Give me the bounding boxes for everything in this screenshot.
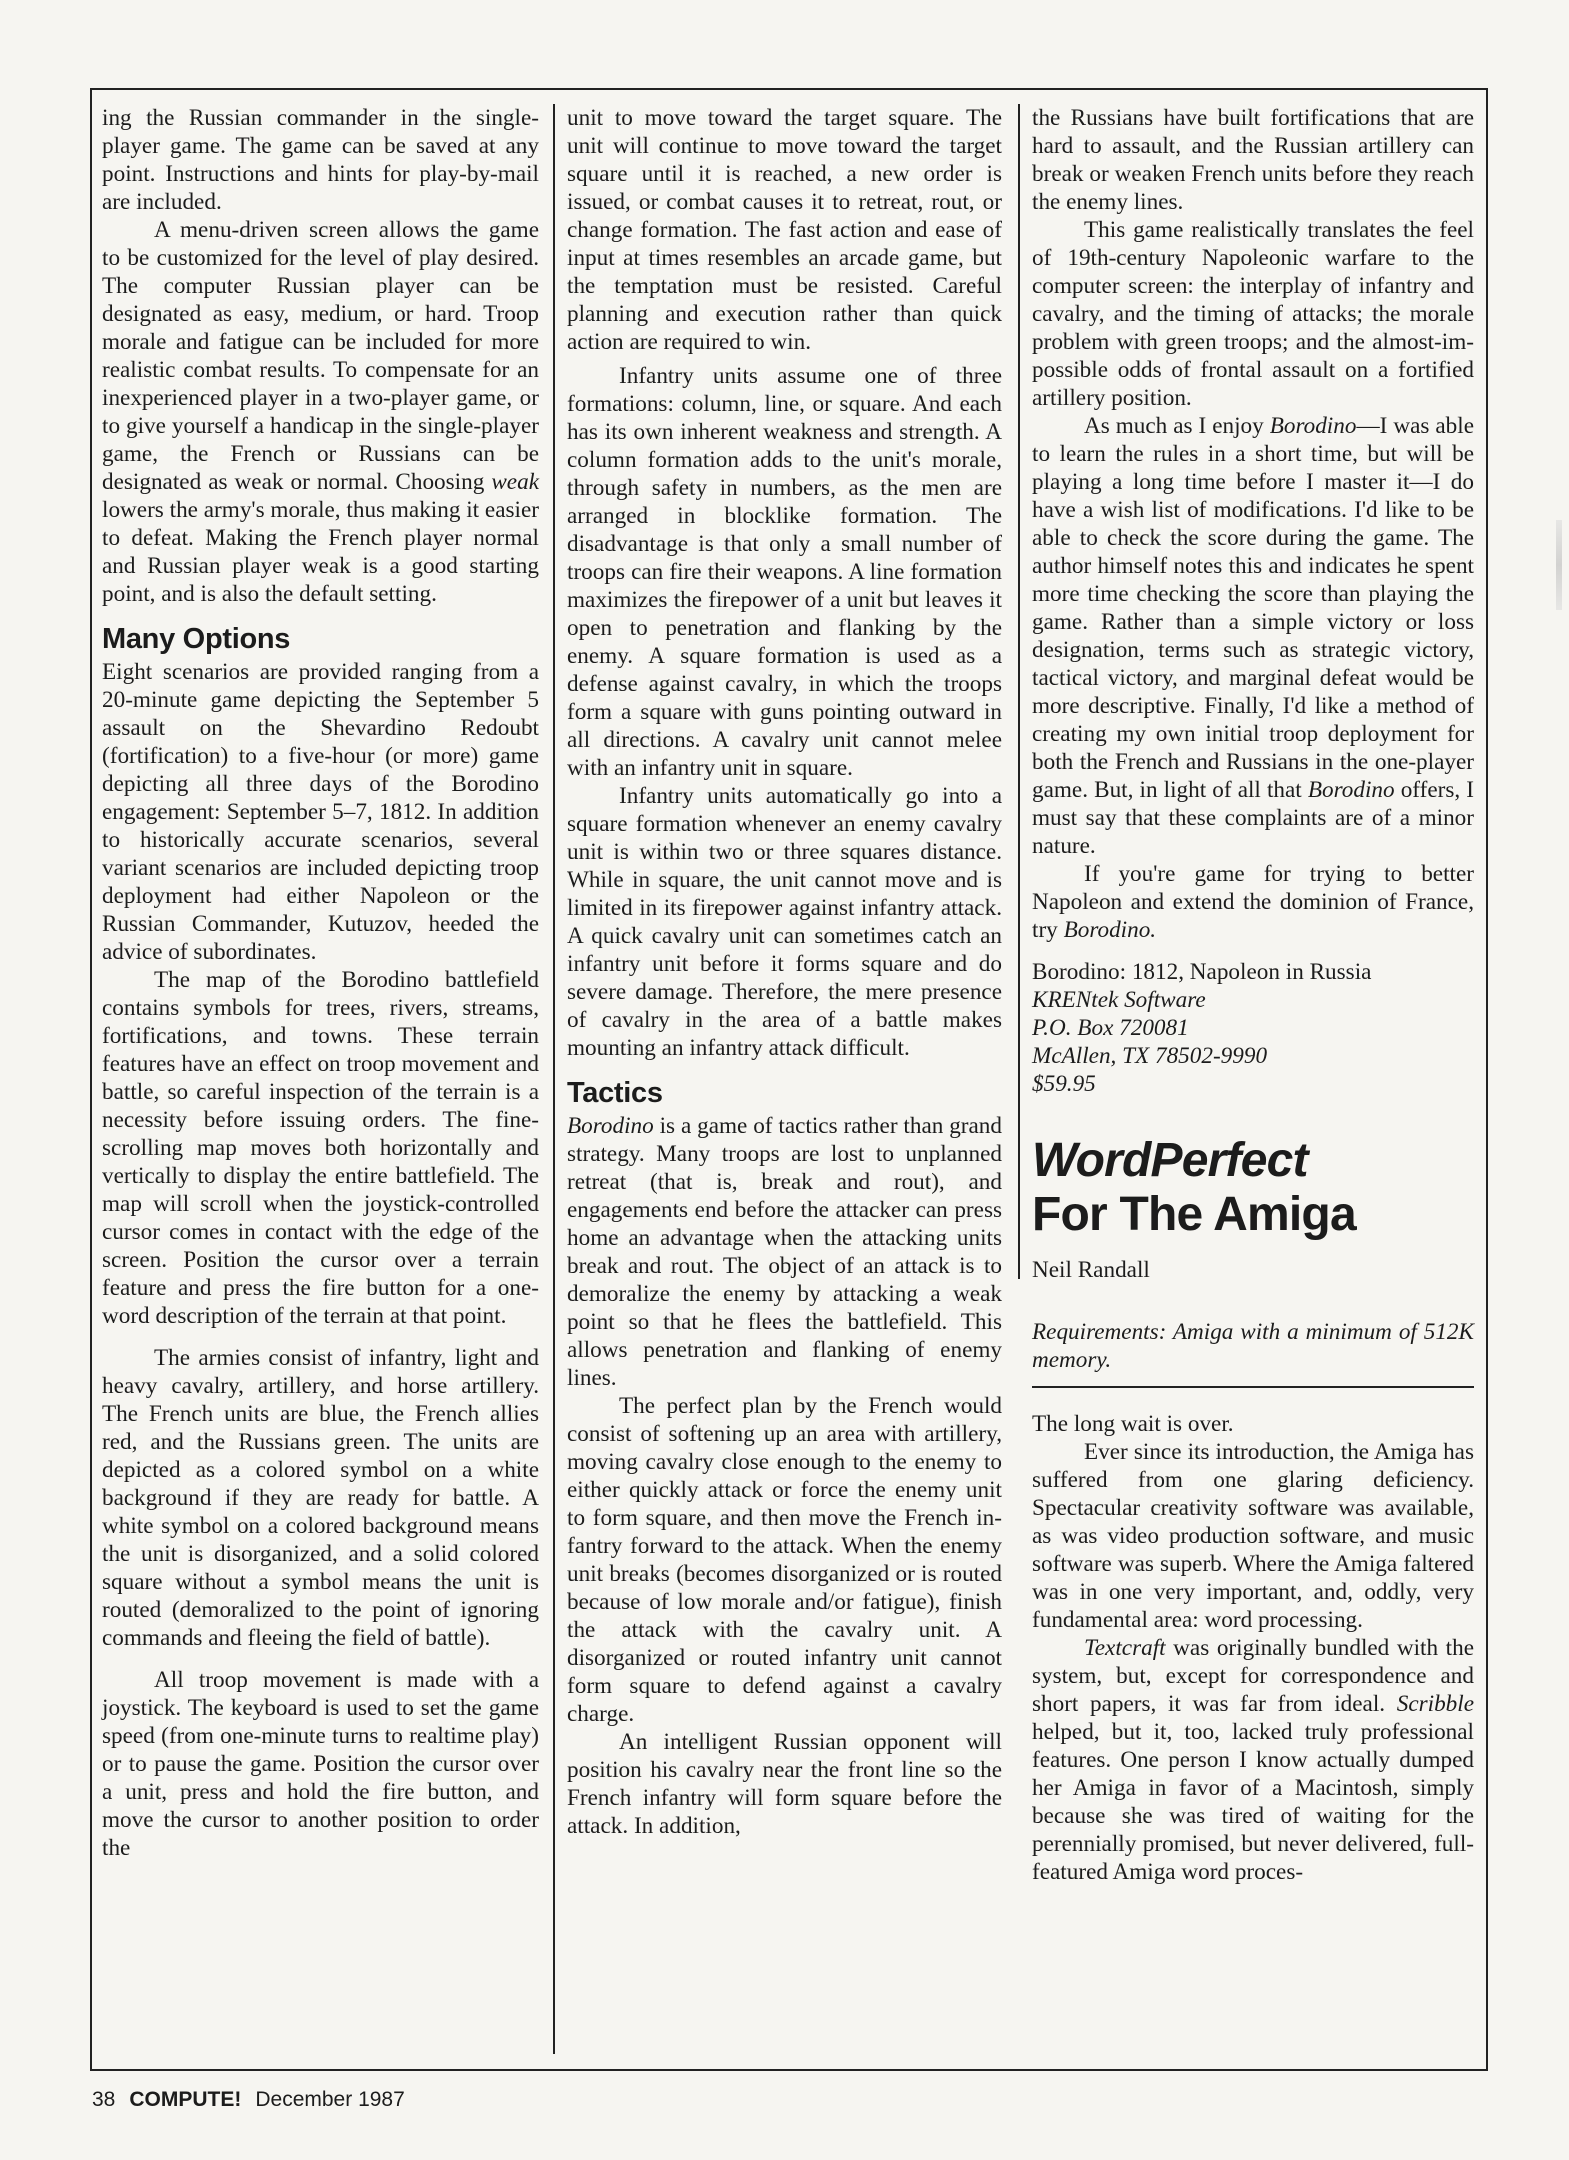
emphasis: Borodino bbox=[1269, 413, 1357, 439]
page-footer bbox=[92, 2088, 405, 2112]
column-rule-left bbox=[553, 104, 555, 2054]
column-rule-right bbox=[1018, 104, 1020, 1279]
emphasis: Textcraft bbox=[1084, 1635, 1166, 1661]
paragraph: This game realistically translates the feel of 19th-century Napoleonic warfare to the computer screen: the interplay of infantry and cavalry, and the timing of attacks; the morale problem with green troops; and the almost-impossible odds of frontal assault on a fortified artillery position. bbox=[1032, 217, 1474, 411]
emphasis: weak bbox=[491, 469, 539, 495]
text-span: is a game of tactics rather than grand strategy. Many troops are lost to unplanned retreat (that is, break and rout), and engagements end before the attacker can press home an advantage when the attacking units break and rout. The object of an attack is to demoralize the enemy by attacking a weak point so that he flees the battlefield. This allows penetration and flanking of enemy lines. bbox=[567, 1113, 1002, 1391]
paragraph: Eight scenarios are provided ranging from a 20-minute game depicting the September 5 assault on the Shevardino Redoubt (fortification) to a five-hour (or more) game depicting all three days of the Borodino engagement: September 5–7, 1812. In addition to historically accurate scenarios, several variant scenarios are included depicting troop deployment had either Napoleon or the Russian Commander, Kutuzov, heeded the advice of subordinates. bbox=[102, 659, 539, 965]
text-span: lowers the army's morale, thus making it easier to defeat. Making the French player normal and Russian player weak is a good starting point, and is also the default setting. bbox=[102, 497, 539, 607]
paragraph bbox=[1032, 412, 1474, 860]
paragraph: An intelligent Russian opponent will position his cavalry near the front line so the French infantry will form square before the attack. In addition, bbox=[567, 1729, 1002, 1839]
product-title: Borodino: 1812, Napoleon in Russia bbox=[1032, 959, 1372, 985]
paragraph: The perfect plan by the French would consist of softening up an area with artillery, moving cavalry close enough to the enemy to either quickly attack or force the enemy unit to form square, and then move the French infantry forward to the attack. When the enemy unit breaks (becomes disorganized or is routed because of low morale and/or fatigue), finish the attack with the cavalry unit. A disorganized or routed infantry unit cannot form square to defend against a cavalry charge. bbox=[567, 1393, 1002, 1727]
text-span: A menu-driven screen allows the game to be customized for the level of play desired. The computer Russian player can be designated as easy, medium, or hard. Troop morale and fatigue can be included for more realistic combat results. To compensate for an inexperienced player in a two-player game, or to give yourself a handicap in the single-player game, the French or Russians can be designated as weak or normal. Choosing bbox=[102, 217, 539, 495]
edge-mark bbox=[1556, 520, 1562, 610]
requirements-rule bbox=[1032, 1386, 1474, 1388]
product-price: $59.95 bbox=[1032, 1071, 1096, 1097]
product-address-line1: P.O. Box 720081 bbox=[1032, 1015, 1189, 1041]
page-number: 38 bbox=[92, 2088, 116, 2111]
emphasis: Borodino bbox=[1307, 777, 1395, 803]
paragraph: All troop movement is made with a joystick. The keyboard is used to set the game speed (from one-minute turns to realtime play) or to pause the game. Position the cursor over a unit, press and hold the fire button, and move the cursor to another position to order the bbox=[102, 1667, 539, 1861]
paragraph: Ever since its introduction, the Amiga has suffered from one glaring deficiency. Spectacular creativity software was available, as was video production software, and music software was superb. Where the Amiga faltered was in one very important, and, oddly, very fundamental area: word processing. bbox=[1032, 1439, 1474, 1633]
paragraph bbox=[1032, 860, 1474, 944]
emphasis: Borodino. bbox=[1063, 917, 1157, 943]
column-2 bbox=[567, 104, 1002, 1840]
text-span: helped, but it, too, lacked truly professional features. One person I know actually dumped her Amiga in favor of a Macintosh, simply because she was tired of waiting for the perennially promised, but never delivered, full-featured Amiga word proces- bbox=[1032, 1719, 1474, 1885]
article-title-line1: WordPerfect bbox=[1032, 1134, 1308, 1187]
product-address-line2: McAllen, TX 78502-9990 bbox=[1032, 1043, 1268, 1069]
paragraph bbox=[567, 1112, 1002, 1392]
paragraph: Infantry units automatically go into a square formation whenever an enemy cavalry unit is within two or three squares distance. While in square, the unit cannot move and is limited in its firepower against infantry attack. A quick cavalry unit can sometimes catch an infantry unit before it forms square and do severe damage. Therefore, the mere presence of cavalry in the area of a battle makes mounting an infantry attack difficult. bbox=[567, 783, 1002, 1061]
product-publisher: KRENtek Software bbox=[1032, 987, 1206, 1013]
magazine-name: COMPUTE! bbox=[129, 2088, 242, 2111]
article-title-line2: For The Amiga bbox=[1032, 1188, 1356, 1241]
text-span: was originally bundled with the system, but, except for correspondence and short papers, it was far from ideal. bbox=[1032, 1635, 1474, 1717]
column-3 bbox=[1032, 104, 1474, 1886]
product-info bbox=[1032, 958, 1474, 1098]
issue-date: December 1987 bbox=[255, 2088, 405, 2111]
requirements: Requirements: Amiga with a minimum of 512K memory. bbox=[1032, 1319, 1474, 1373]
emphasis: Borodino bbox=[567, 1113, 654, 1139]
subheading-many-options: Many Options bbox=[102, 623, 291, 655]
paragraph: The map of the Borodino battlefield contains symbols for trees, rivers, streams, fortifications, and towns. These terrain features have an effect on troop movement and battle, so careful inspection of the terrain is a necessity before issuing orders. The fine-scrolling map moves both horizontally and vertically to display the entire battlefield. The map will scroll when the joystick-controlled cursor comes in contact with the edge of the screen. Position the cursor over a terrain feature and press the fire button for a one-word description of the terrain at that point. bbox=[102, 967, 539, 1329]
subheading-tactics: Tactics bbox=[567, 1077, 663, 1109]
paragraph: unit to move toward the target square. The unit will continue to move toward the target square until it is reached, a new order is issued, or combat causes it to retreat, rout, or change formation. The fast action and ease of input at times resembles an arcade game, but the temptation must be resisted. Careful planning and execution rather than quick action are required to win. bbox=[567, 105, 1002, 355]
paragraph: The long wait is over. bbox=[1032, 1411, 1234, 1437]
text-span: offers, I must say that these complaints are of a minor nature. bbox=[1032, 777, 1474, 859]
byline: Neil Randall bbox=[1032, 1257, 1150, 1283]
emphasis: Scribble bbox=[1396, 1691, 1474, 1717]
paragraph: The armies consist of infantry, light and heavy cavalry, artillery, and horse artillery. The French units are blue, the French allies red, and the Russians green. The units are depicted as a colored symbol on a white background if they are ready for battle. A white symbol on a colored background means the unit is disorganized, and a solid colored square without a symbol means the unit is routed (demoralized to the point of ignoring commands and fleeing the field of battle). bbox=[102, 1345, 539, 1651]
paragraph bbox=[102, 216, 539, 608]
text-span: —I was able to learn the rules in a short time, but will be playing a long time before I master it—I do have a wish list of modifications. I'd like to be able to check the score during the game. The author himself notes this and indicates he spent more time checking the score than playing the game. Rather than a simple victory or loss designation, terms such as strategic victory, tactical victory, and marginal defeat would be more descriptive. Finally, I'd like a method of creating my own initial troop deployment for both the French and Russians in the one-player game. But, in light of all that bbox=[1032, 413, 1474, 803]
paragraph: ing the Russian commander in the single-player game. The game can be saved at any point. Instructions and hints for play-by-mail are included. bbox=[102, 105, 539, 215]
paragraph bbox=[1032, 1634, 1474, 1886]
text-span: As much as I enjoy bbox=[1084, 413, 1270, 439]
paragraph: the Russians have built fortifications that are hard to assault, and the Russian artillery can break or weaken French units before they reach the enemy lines. bbox=[1032, 105, 1474, 215]
article-title bbox=[1032, 1134, 1474, 1242]
column-1 bbox=[102, 104, 539, 1862]
text-span: If you're game for trying to better Napoleon and extend the dominion of France, try bbox=[1032, 861, 1474, 943]
paragraph: Infantry units assume one of three formations: column, line, or square. And each has its own inherent weakness and strength. A column formation adds to the unit's morale, through safety in numbers, as the men are arranged in blocklike formation. The disadvantage is that only a small number of troops can fire their weapons. A line formation maximizes the firepower of a unit but leaves it open to penetration and flanking by the enemy. A square formation is used as a defense against cavalry, in which the troops form a square with guns pointing outward in all directions. A cavalry unit cannot melee with an infantry unit in square. bbox=[567, 363, 1002, 781]
